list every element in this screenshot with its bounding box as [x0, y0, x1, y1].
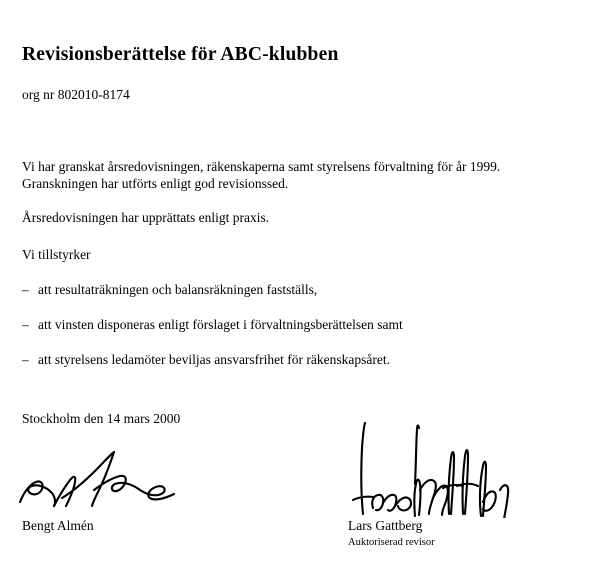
paragraph-line: Vi har granskat årsredovisningen, räkenskaperna samt styrelsens förvaltning för år 1999. — [22, 159, 501, 174]
signatory-name: Lars Gattberg — [348, 518, 423, 533]
paragraph-line: Granskningen har utförts enligt god revisionssed. — [22, 176, 289, 191]
signatory-role: Auktoriserad revisor — [348, 537, 435, 548]
list-item — [22, 317, 582, 352]
paragraph-audit-scope — [22, 158, 582, 192]
paragraph-recommendation-intro — [22, 246, 582, 263]
handwritten-signature-icon — [345, 420, 525, 518]
recommendation-list — [22, 282, 582, 387]
paragraph-annual-report — [22, 209, 582, 226]
paragraph-line: Vi tillstyrker — [22, 247, 91, 262]
list-item — [22, 282, 582, 317]
list-item-label: att styrelsens ledamöter beviljas ansvarsfrihet för räkenskapsåret. — [38, 352, 390, 367]
dash-bullet-icon: – — [22, 317, 29, 332]
signature-block-lars-gattberg — [345, 420, 525, 548]
dash-bullet-icon: – — [22, 282, 29, 297]
place-and-date: Stockholm den 14 mars 2000 — [22, 411, 181, 426]
handwritten-signature-icon — [10, 440, 185, 518]
signatory-name: Bengt Almén — [22, 518, 94, 533]
paragraph-line: Årsredovisningen har upprättats enligt praxis. — [22, 210, 270, 225]
list-item — [22, 352, 582, 387]
page-title: Revisionsberättelse för ABC-klubben — [22, 44, 339, 65]
organisation-number: org nr 802010-8174 — [22, 87, 130, 102]
list-item-label: att vinsten disponeras enligt förslaget i förvaltningsberättelsen samt — [38, 317, 403, 332]
dash-bullet-icon: – — [22, 352, 29, 367]
list-item-label: att resultaträkningen och balansräkningen fastställs, — [38, 282, 318, 297]
signature-block-bengt-almen — [10, 440, 185, 534]
